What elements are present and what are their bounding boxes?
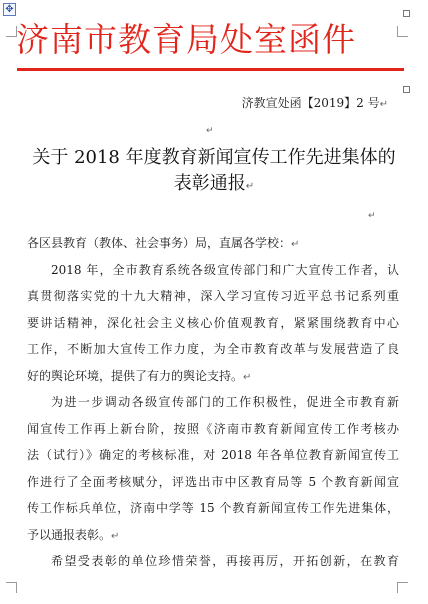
document-number [242,95,388,113]
salutation [27,230,399,257]
paragraph-mark-icon: ↵ [379,99,388,110]
document-number-text: 济教宣处函【2019】2 号 [241,96,380,110]
body-line: 希望受表彰的单位珍惜荣誉，再接再厉，开拓创新，在教育 [51,554,399,568]
body-line: 2018 年，全市教育系统各级宣传部门和广大宣传工作者，认 [51,262,399,277]
body-line: 工作，不断加大宣传工作力度，为全市教育改革与发展营造了良 [27,342,399,356]
paragraph-mark-icon: ↵ [291,239,300,250]
document-title-line-1: 关于 2018 年度教育新闻宣传工作先进集体的 [32,147,396,168]
body-line-text: 予以通报表彰。 [27,527,112,542]
body-line [27,363,399,390]
body-line [27,522,399,549]
body-line: 作进行了全面考核赋分，评选出市中区教育局等 5 个教育新闻宣 [27,474,399,489]
document-title-line-2-text: 表彰通报 [173,173,246,194]
document-body [27,230,399,575]
document-title-line-2 [22,171,406,200]
table-move-handle-icon[interactable]: ✥ [3,3,16,16]
letterhead-red-rule [17,68,404,71]
margin-corner-mark [6,582,17,593]
paragraph-mark-icon: ↵ [111,530,120,542]
salutation-text: 各区县教育（教体、社会事务）局，直属各学校： [27,236,292,250]
body-line-text: 好的舆论环境，提供了有力的舆论支持。 [27,368,244,383]
paragraph-mark-icon: ↵ [206,126,214,136]
table-resize-handle-icon[interactable] [403,10,410,17]
body-line: 为进一步调动各级宣传部门的工作积极性，促进全市教育新 [51,395,399,409]
body-line: 法（试行）》确定的考核标准，对 2018 年各单位教育新闻宣传工 [27,448,399,462]
paragraph-mark-icon: ↵ [245,181,255,192]
body-line: 要讲话精神，深化社会主义核心价值观教育，紧紧围绕教育中心 [27,315,399,330]
letterhead-title: 济南市教育局处室函件 [16,20,356,59]
paragraph-mark-icon: ↵ [368,211,376,221]
document-title [22,145,406,200]
body-line: 真贯彻落实党的十九大精神，深入学习宣传习近平总书记系列重 [27,289,399,303]
body-line: 闻宣传工作再上新台阶，按照《济南市教育新闻宣传工作考核办 [27,421,399,436]
paragraph-mark-icon: ↵ [243,371,252,383]
body-line: 传工作标兵单位，济南中学等 15 个教育新闻宣传工作先进集体， [27,501,399,515]
table-resize-handle-icon[interactable] [403,86,410,93]
margin-corner-mark [397,582,408,593]
